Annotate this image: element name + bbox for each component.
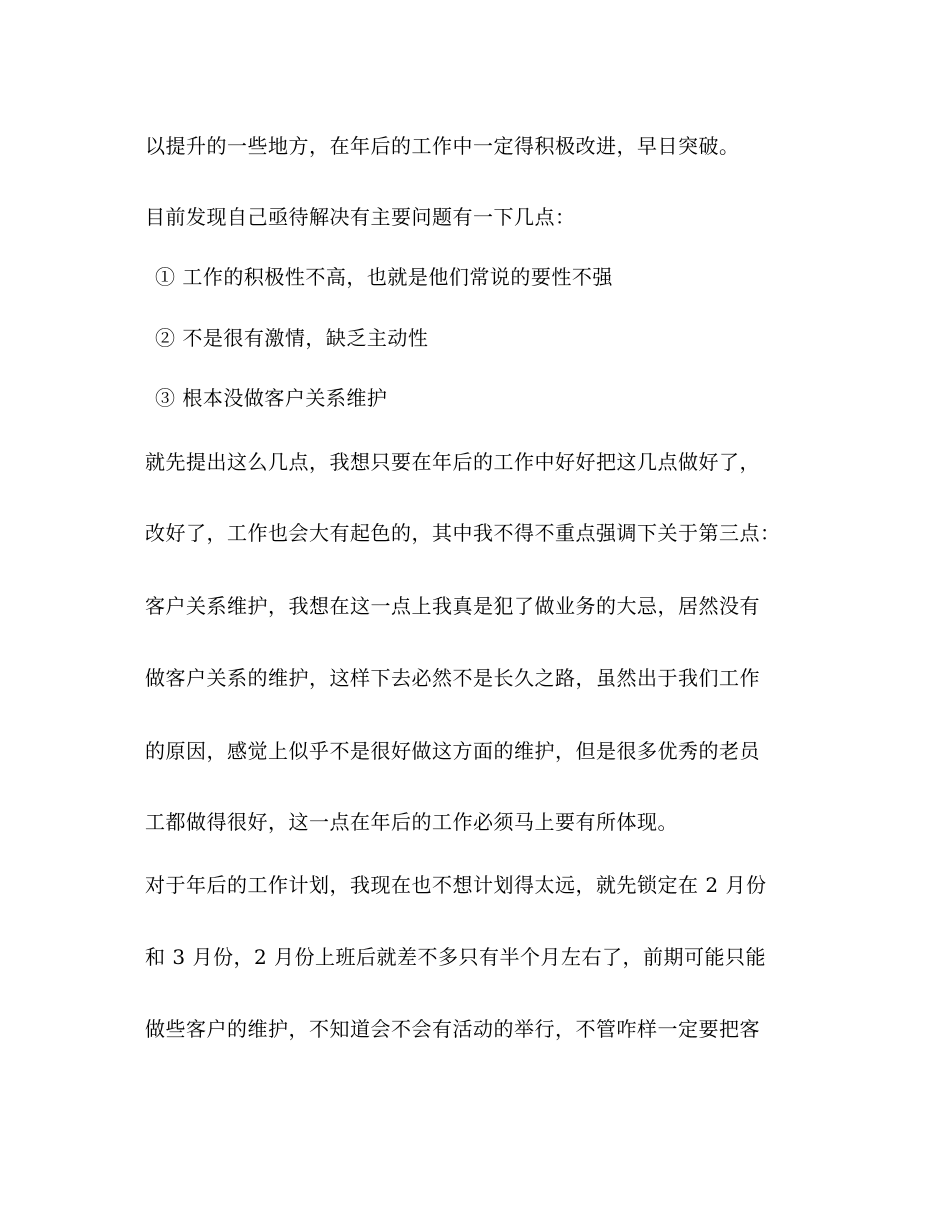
paragraph-line-10: 和 3 月份，2 月份上班后就差不多只有半个月左右了，前期可能只能 — [145, 945, 767, 969]
paragraph-line-11: 做些客户的维护，不知道会不会有活动的举行，不管咋样一定要把客 — [145, 1017, 760, 1041]
paragraph-line-5: 客户关系维护，我想在这一点上我真是犯了做业务的大忌，居然没有 — [145, 594, 760, 618]
paragraph-line-4: 改好了，工作也会大有起色的，其中我不得不重点强调下关于第三点： — [145, 521, 781, 545]
list-item-3: ③ 根本没做客户关系维护 — [155, 386, 388, 410]
paragraph-line-9: 对于年后的工作计划，我现在也不想计划得太远，就先锁定在 2 月份 — [145, 873, 767, 897]
paragraph-line-1: 以提升的一些地方，在年后的工作中一定得积极改进，早日突破。 — [145, 134, 740, 158]
paragraph-line-2: 目前发现自己亟待解决有主要问题有一下几点： — [145, 205, 576, 229]
list-item-1: ① 工作的积极性不高，也就是他们常说的要性不强 — [155, 265, 613, 289]
paragraph-line-7: 的原因，感觉上似乎不是很好做这方面的维护，但是很多优秀的老员 — [145, 739, 760, 763]
list-item-2: ② 不是很有激情，缺乏主动性 — [155, 326, 429, 350]
paragraph-line-6: 做客户关系的维护，这样下去必然不是长久之路，虽然出于我们工作 — [145, 666, 760, 690]
paragraph-line-8: 工都做得很好，这一点在年后的工作必须马上要有所体现。 — [145, 810, 678, 834]
paragraph-line-3: 就先提出这么几点，我想只要在年后的工作中好好把这几点做好了， — [145, 450, 760, 474]
